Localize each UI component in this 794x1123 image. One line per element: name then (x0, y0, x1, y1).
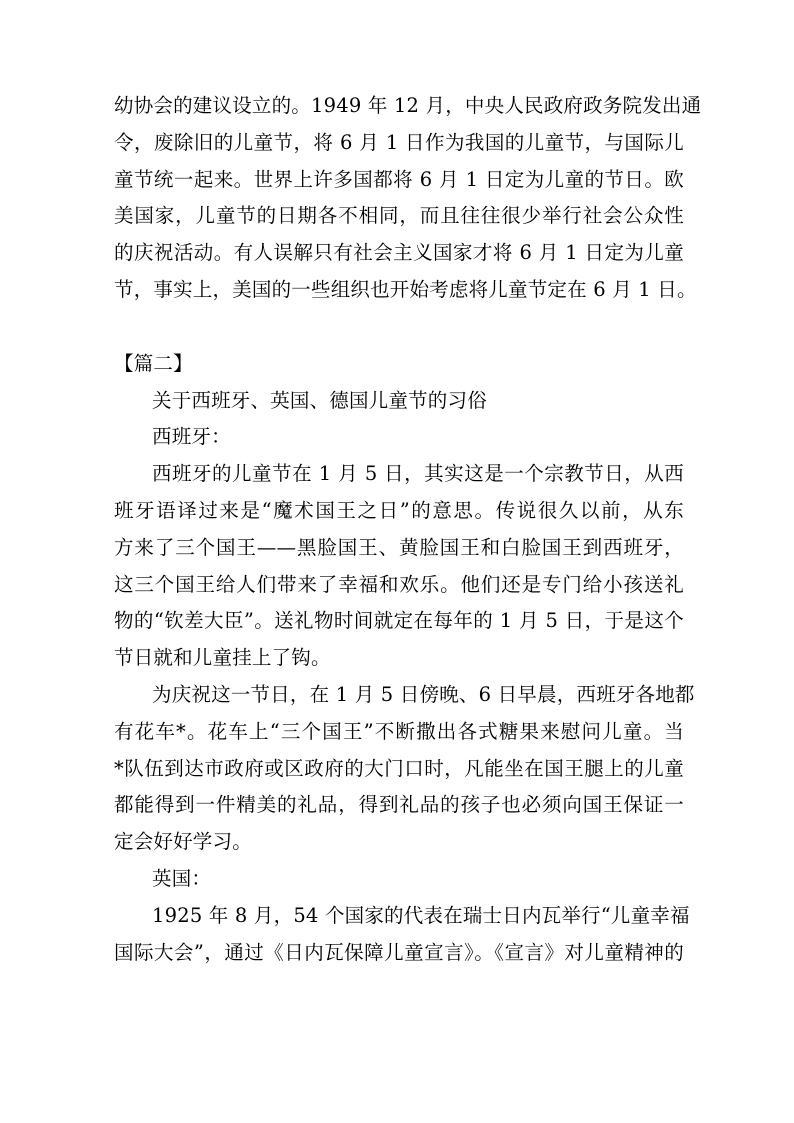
text-line: 方来了三个国王——黑脸国王、黄脸国王和白脸国王到西班牙， (114, 535, 684, 559)
text-line: 节日就和儿童挂上了钩。 (114, 646, 331, 670)
paragraph-spain-2 (114, 677, 695, 861)
country-label-spain: 西班牙： (152, 425, 231, 449)
text-line: 这三个国王给人们带来了幸福和欢乐。他们还是专门给小孩送礼 (114, 572, 684, 596)
text-line: 有花车*。花车上“三个国王”不断撒出各式糖果来慰问儿童。当 (114, 719, 684, 743)
text-line: 童节统一起来。世界上许多国都将 6 月 1 日定为儿童的节日。欧 (114, 167, 684, 191)
document-page (114, 88, 702, 971)
section-heading: 【篇二】 (114, 351, 193, 375)
paragraph-uk-1 (114, 898, 690, 972)
text-line: 西班牙的儿童节在 1 月 5 日，其实这是一个宗教节日，从西 (152, 462, 684, 486)
text-line: 都能得到一件精美的礼品，得到礼品的孩子也必须向国王保证一 (114, 793, 684, 817)
text-line: 国际大会”，通过《日内瓦保障儿童宣言》。《宣言》对儿童精神的 (114, 940, 684, 964)
text-line: 幼协会的建议设立的。1949 年 12 月，中央人民政府政务院发出通 (114, 94, 702, 117)
text-line: 美国家，儿童节的日期各不相同，而且往往很少举行社会公众性 (114, 204, 684, 228)
text-line: 节，事实上，美国的一些组织也开始考虑将儿童节定在 6 月 1 日。 (114, 277, 697, 301)
text-line: 班牙语译过来是“魔术国王之日”的意思。传说很久以前，从东 (114, 498, 684, 522)
section-subtitle: 关于西班牙、英国、德国儿童节的习俗 (152, 388, 487, 412)
country-label-uk: 英国： (152, 866, 212, 890)
text-line: 1925 年 8 月，54 个国家的代表在瑞士日内瓦举行“儿童幸福 (152, 903, 690, 927)
text-line: 物的“钦差大臣”。送礼物时间就定在每年的 1 月 5 日，于是这个 (114, 609, 684, 633)
text-line: 为庆祝这一节日，在 1 月 5 日傍晚、6 日早晨，西班牙各地都 (152, 682, 695, 706)
paragraph-intro (114, 88, 702, 309)
text-line: 定会好好学习。 (114, 830, 252, 854)
blank-line (114, 309, 684, 346)
text-line: *队伍到达市政府或区政府的大门口时，凡能坐在国王腿上的儿童 (114, 756, 684, 780)
text-line: 的庆祝活动。有人误解只有社会主义国家才将 6 月 1 日定为儿童 (114, 241, 684, 265)
paragraph-spain-1 (114, 456, 684, 677)
text-line: 令，废除旧的儿童节，将 6 月 1 日作为我国的儿童节，与国际儿 (114, 130, 684, 154)
